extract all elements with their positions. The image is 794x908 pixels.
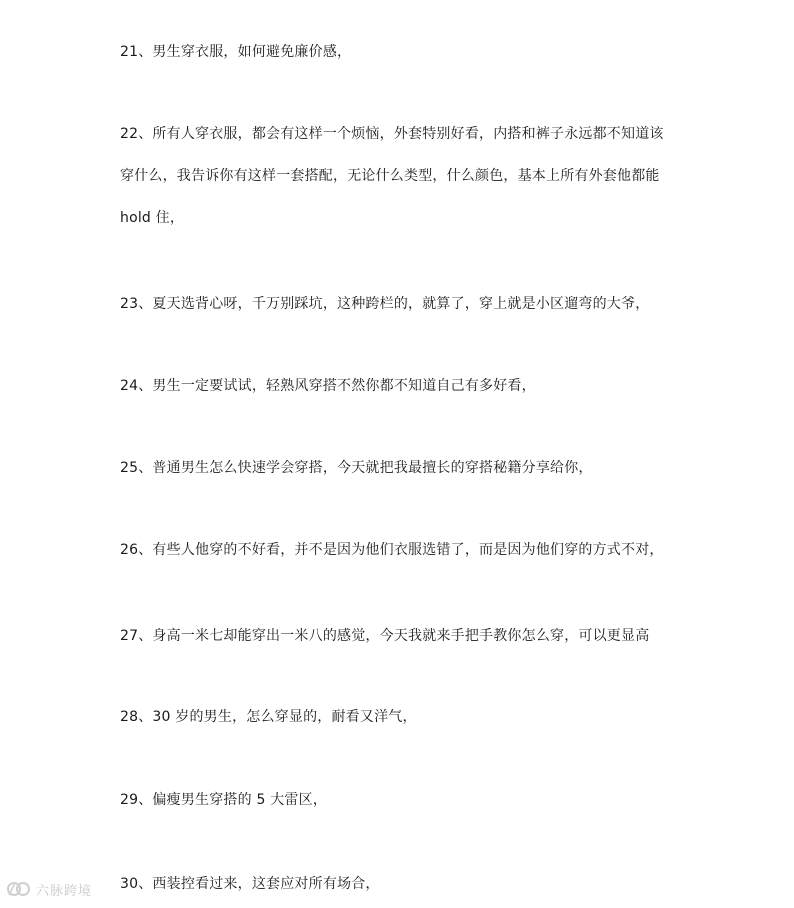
list-item-22-line-3: hold 住， (120, 210, 185, 226)
list-item-26: 26、有些人他穿的不好看，并不是因为他们衣服选错了，而是因为他们穿的方式不对， (120, 542, 664, 558)
list-item-30: 30、西装控看过来，这套应对所有场合， (120, 876, 380, 892)
list-item-22-line-1: 22、所有人穿衣服，都会有这样一个烦恼，外套特别好看，内搭和裤子永远都不知道该 (120, 126, 664, 142)
list-item-29: 29、偏瘦男生穿搭的 5 大雷区， (120, 792, 328, 808)
list-item-24: 24、男生一定要试试，轻熟风穿搭不然你都不知道自己有多好看， (120, 378, 536, 394)
watermark-text: 六脉跨境 (36, 883, 93, 899)
list-item-21: 21、男生穿衣服，如何避免廉价感， (120, 44, 352, 60)
list-item-22-line-2: 穿什么，我告诉你有这样一套搭配，无论什么类型，什么颜色，基本上所有外套他都能 (120, 168, 660, 184)
list-item-28: 28、30 岁的男生，怎么穿显的，耐看又洋气， (120, 709, 417, 725)
logo-icon (6, 879, 32, 899)
list-item-27: 27、身高一米七却能穿出一米八的感觉，今天我就来手把手教你怎么穿，可以更显高 (120, 628, 650, 644)
list-item-25: 25、普通男生怎么快速学会穿搭，今天就把我最擅长的穿搭秘籍分享给你， (120, 460, 593, 476)
list-item-23: 23、夏天选背心呀，千万别踩坑，这种跨栏的，就算了，穿上就是小区遛弯的大爷， (120, 296, 650, 312)
watermark (6, 878, 92, 900)
